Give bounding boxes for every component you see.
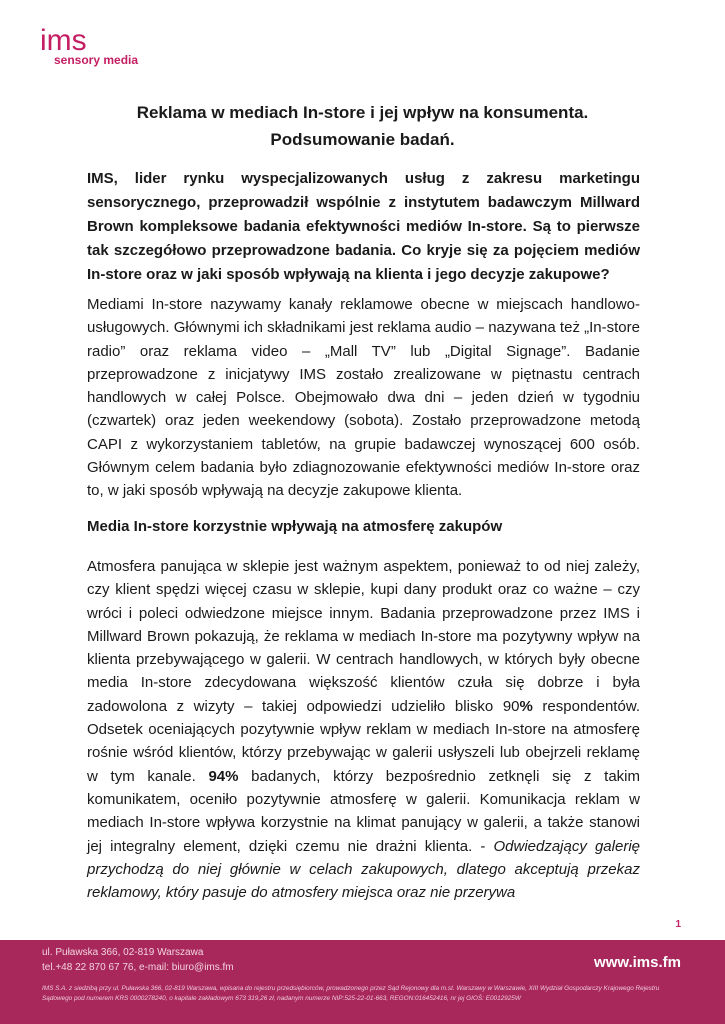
p2-text-c: respondentów. Odsetek oceniających pozytywnie wpływ reklam w mediach In-store na atmosferę rośnie wśród klientów, którzy przebywając w galerii usłyszeli lub obejrzeli reklamę w tym kanale.	[87, 697, 640, 785]
p2-bold-percent: %	[519, 697, 533, 715]
paragraph-2	[87, 555, 640, 904]
document-title-line1: Reklama w mediach In-store i jej wpływ na konsumenta.	[136, 103, 589, 122]
p2-bold-94: 94%	[208, 767, 239, 785]
footer-contact: tel.+48 22 870 67 76, e-mail: biuro@ims.fm	[42, 962, 234, 973]
document-title-line2: Podsumowanie badań.	[270, 130, 455, 149]
logo-subtitle: sensory media	[54, 53, 139, 67]
section-heading: Media In-store korzystnie wpływają na atmosferę zakupów	[87, 518, 503, 535]
p2-text-a: Atmosfera panująca w sklepie jest ważnym aspektem, ponieważ to od niej zależy, czy klient spędzi więcej czasu w sklepie, kupi dany produkt oraz co ważne – czy wróci i poleci odwiedzone miejsce innym. Badania przeprowadzone przez IMS i Millward Brown pokazują, że reklama w mediach In-store ma pozytywny wpływ na klienta przebywającego w galerii. W centrach handlowych, w których były obecne media In-store zdecydowana większość klientów czuła się dobrze i była zadowolona z wizyty – takiej odpowiedzi udzieliło blisko 90	[87, 558, 640, 715]
footer-address: ul. Puławska 366, 02-819 Warszawa	[42, 947, 204, 958]
lead-paragraph: IMS, lider rynku wyspecjalizowanych usług z zakresu marketingu sensorycznego, przeprowadził wspólnie z instytutem badawczym Millward Brown kompleksowe badania efektywności mediów In-store. Są to pierwsze tak szczegółowo przeprowadzone badania. Co kryje się za pojęciem mediów In-store oraz w jaki sposób wpływają na klienta i jego decyzje zakupowe?	[87, 170, 640, 283]
p2-text-e: badanych, którzy bezpośrednio zetknęli się z takim komunikatem, oceniło pozytywnie atmosferę w galerii. Komunikacja reklam w mediach In-store wpływa korzystnie na klimat panujący w galerii, a także stanowi jej integralny element, dzięki czemu nie drażni klienta. -	[87, 767, 640, 855]
footer-legal-text: IMS S.A. z siedzibą przy ul. Puławska 366, 02-819 Warszawa, wpisana do rejestru przedsiębiorców, prowadzonego przez Sąd Rejonowy dla m.st. Warszawy w Warszawie, XIII Wydział Gospodarczy Krajowego Rejestru Sądowego pod numerem KRS 0000278240, o kapitale zakładowym 673 319,26 zł, nadanym numerze NIP:525-22-01-663, REGON:016452416, nr jej GIOŚ: E0012925W	[42, 985, 660, 1002]
footer-website-link[interactable]: www.ims.fm	[594, 954, 681, 971]
logo-wordmark: ims	[40, 24, 87, 57]
ims-logo	[40, 24, 170, 70]
p2-italic-quote: Odwiedzający galerię przychodzą do niej głównie w celach zakupowych, dlatego akceptują przekaz reklamowy, który pasuje do atmosfery miejsca oraz nie przerywa	[87, 837, 640, 902]
paragraph-1: Mediami In-store nazywamy kanały reklamowe obecne w miejscach handlowo-usługowych. Głównymi ich składnikami jest reklama audio – nazywana też „In-store radio” oraz reklama video – „Mall TV” lub „Digital Signage”. Badanie przeprowadzone z inicjatywy IMS zostało zrealizowane w piętnastu centrach handlowych w całej Polsce. Obejmowało dwa dni – jeden dzień w tygodniu (czwartek) oraz jeden weekendowy (sobota). Zostało przeprowadzone metodą CAPI z wykorzystaniem tabletów, na grupie badawczej wynoszącej 600 osób. Głównym celem badania było zdiagnozowanie efektywności mediów In-store oraz to, w jaki sposób wpływają na decyzje zakupowe klienta.	[87, 296, 640, 500]
page-number: 1	[675, 919, 681, 930]
